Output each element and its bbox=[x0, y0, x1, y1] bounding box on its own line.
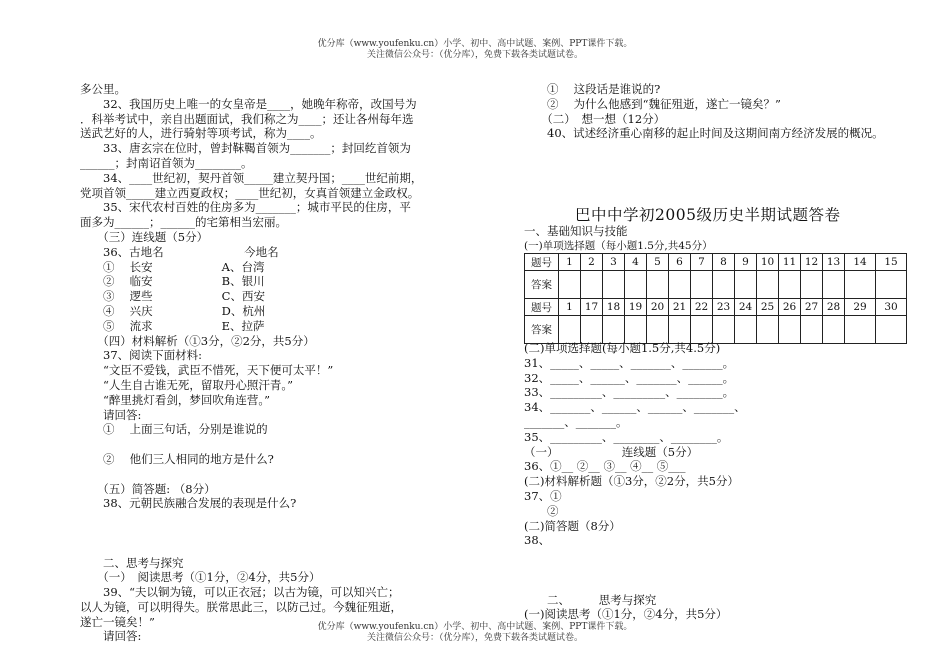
left-column-questions bbox=[80, 82, 422, 644]
text-line: 34、_______、______、______、_______、 bbox=[524, 400, 746, 415]
text-line: ② 他们三人相同的地方是什么? bbox=[80, 451, 274, 466]
text-line: “文臣不爱钱，武臣不惜死，天下便可太平！” bbox=[80, 363, 334, 378]
answer-cell[interactable] bbox=[735, 271, 757, 299]
text-line: ① 长安 A、台湾 bbox=[80, 259, 265, 274]
text-line: 38、元朝民族融合发展的表现是什么? bbox=[80, 496, 297, 511]
text-line: 36、古地名 今地名 bbox=[80, 244, 279, 259]
question-number: 10 bbox=[757, 254, 779, 271]
answer-cell[interactable] bbox=[757, 316, 779, 344]
text-line: 40、试述经济重心南移的起止时间及这期间南方经济发展的概况。 bbox=[524, 126, 884, 141]
text-line: 二、思考与探究 bbox=[80, 555, 184, 570]
question-number: 6 bbox=[669, 254, 691, 271]
text-line bbox=[524, 548, 746, 563]
text-line: 35、宋代农村百姓的住房多为_______；城市平民的住房，平 bbox=[80, 200, 411, 215]
table-caption: (一)单项选择题（每小题1.5分,共45分） bbox=[524, 239, 713, 252]
question-number: 1 bbox=[559, 254, 581, 271]
text-line: 以人为镜，可以明得失。朕常思此三，以防己过。今魏征殂逝， bbox=[80, 599, 402, 614]
text-line bbox=[524, 578, 746, 593]
text-line: 38、 bbox=[524, 533, 551, 548]
answer-cell[interactable] bbox=[801, 271, 823, 299]
row-label: 答案 bbox=[525, 271, 559, 299]
answer-cell[interactable] bbox=[823, 271, 845, 299]
text-line: ① 这段话是谁说的? bbox=[524, 82, 661, 96]
text-line: 37、① bbox=[524, 488, 562, 503]
question-number: 26 bbox=[779, 299, 801, 316]
answer-cell[interactable] bbox=[779, 271, 801, 299]
text-line: （二） 想一想（12分） bbox=[524, 111, 666, 126]
text-line: ① 上面三句话，分别是谁说的 bbox=[80, 422, 268, 437]
answer-cell[interactable] bbox=[691, 271, 713, 299]
text-line: ④ 兴庆 D、杭州 bbox=[80, 303, 266, 318]
text-line: （四）材料解析（①3分，②2分，共5分） bbox=[80, 333, 315, 348]
table-row bbox=[525, 254, 907, 271]
question-number: 12 bbox=[801, 254, 823, 271]
row-label: 答案 bbox=[525, 316, 559, 344]
question-number: 20 bbox=[647, 299, 669, 316]
text-line: “人生自古谁无死，留取丹心照汗青。” bbox=[80, 377, 294, 392]
question-number: 21 bbox=[669, 299, 691, 316]
question-number: 18 bbox=[603, 299, 625, 316]
answer-cell[interactable] bbox=[801, 316, 823, 344]
answer-cell[interactable] bbox=[625, 316, 647, 344]
text-line: ③ 逻些 C、西安 bbox=[80, 289, 265, 304]
text-line bbox=[80, 437, 422, 452]
row-label: 题号 bbox=[525, 254, 559, 271]
answer-cell[interactable] bbox=[779, 316, 801, 344]
answer-cell[interactable] bbox=[691, 316, 713, 344]
answer-sheet-body bbox=[524, 341, 746, 622]
answer-cell[interactable] bbox=[603, 271, 625, 299]
text-line: ______；封南诏首领为________。 bbox=[80, 155, 253, 170]
answer-cell[interactable] bbox=[625, 271, 647, 299]
answer-cell[interactable] bbox=[581, 271, 603, 299]
text-line bbox=[80, 467, 422, 482]
text-line: 多公里。 bbox=[80, 82, 126, 96]
answer-cell[interactable] bbox=[845, 316, 876, 344]
text-line: (一)阅读思考（①1分，②4分，共5分） bbox=[524, 607, 728, 622]
text-line: 37、阅读下面材料: bbox=[80, 348, 203, 363]
question-number: 9 bbox=[735, 254, 757, 271]
text-line: 34、____世纪初，契丹首领_____建立契丹国；____世纪前期， bbox=[80, 170, 423, 185]
text-line bbox=[524, 563, 746, 578]
question-number: 27 bbox=[801, 299, 823, 316]
text-line: 请回答: bbox=[80, 629, 142, 644]
answer-cell[interactable] bbox=[876, 271, 907, 299]
text-line: 39、“夫以铜为镜，可以正衣冠；以古为镜，可以知兴亡； bbox=[80, 585, 400, 600]
text-line bbox=[80, 526, 422, 541]
answer-cell[interactable] bbox=[823, 316, 845, 344]
text-line: （三）连线题（5分） bbox=[80, 229, 209, 244]
text-line: 面多为______；______的宅第相当宏丽。 bbox=[80, 215, 287, 230]
text-line: ② 临安 B、银川 bbox=[80, 274, 265, 289]
question-number: 25 bbox=[757, 299, 779, 316]
question-number: 14 bbox=[845, 254, 876, 271]
text-line: 二、 思考与探究 bbox=[524, 592, 657, 607]
answer-cell[interactable] bbox=[669, 316, 691, 344]
answer-cell[interactable] bbox=[713, 316, 735, 344]
text-line: 35、_________、________、________。 bbox=[524, 429, 729, 444]
text-line: （一） 阅读思考（①1分，②4分，共5分） bbox=[80, 570, 321, 585]
question-number: 19 bbox=[625, 299, 647, 316]
answer-cell[interactable] bbox=[581, 316, 603, 344]
text-line: _______、_______。 bbox=[524, 414, 628, 429]
question-number: 5 bbox=[647, 254, 669, 271]
text-line: ．科举考试中，亲自出题面试，我们称之为____；还让各州每年选 bbox=[80, 111, 414, 126]
text-line: (二)材料解析题（①3分，②2分，共5分） bbox=[524, 474, 739, 489]
question-number: 2 bbox=[581, 254, 603, 271]
answer-cell[interactable] bbox=[876, 316, 907, 344]
header-line-2: 关注微信公众号：（优分库），免费下载各类试题试卷。 bbox=[366, 50, 583, 60]
section-basic-knowledge bbox=[524, 224, 713, 254]
row-label: 题号 bbox=[525, 299, 559, 316]
answer-cell[interactable] bbox=[603, 316, 625, 344]
right-column-questions bbox=[524, 82, 884, 141]
text-line: 送武艺好的人，进行骑射等项考试，称为____。 bbox=[80, 126, 322, 141]
text-line: （一） 连线题（5分） bbox=[524, 444, 699, 459]
text-line: ⑤ 流求 E、拉萨 bbox=[80, 318, 265, 333]
question-number: 1 bbox=[559, 299, 581, 316]
answer-cell[interactable] bbox=[757, 271, 779, 299]
question-number: 28 bbox=[823, 299, 845, 316]
text-line: ② bbox=[524, 503, 559, 518]
text-line: ② 为什么他感到“魏征殂逝，遂亡一镜矣？” bbox=[524, 96, 781, 111]
answer-cell[interactable] bbox=[713, 271, 735, 299]
text-line: (二)简答题（8分） bbox=[524, 518, 621, 533]
question-number: 29 bbox=[845, 299, 876, 316]
text-line: 31、_____、_____、_______、_______。 bbox=[524, 355, 735, 370]
question-number: 22 bbox=[691, 299, 713, 316]
section1-heading: 一、基础知识与技能 bbox=[524, 224, 628, 238]
answer-cell[interactable] bbox=[669, 271, 691, 299]
question-number: 30 bbox=[876, 299, 907, 316]
answer-table bbox=[524, 253, 907, 344]
answer-cell[interactable] bbox=[559, 316, 581, 344]
question-number: 23 bbox=[713, 299, 735, 316]
question-number: 11 bbox=[779, 254, 801, 271]
question-number: 4 bbox=[625, 254, 647, 271]
question-number: 15 bbox=[876, 254, 907, 271]
text-line: “醉里挑灯看剑，梦回吹角连营。” bbox=[80, 392, 271, 407]
text-line: 33、_________、_________、________。 bbox=[524, 385, 735, 400]
text-line: （五）简答题: （8分） bbox=[80, 481, 216, 496]
table-row bbox=[525, 271, 907, 299]
text-line: 36、①__ ②__ ③__ ④__ ⑤___ bbox=[524, 459, 686, 474]
text-line bbox=[80, 541, 422, 556]
answer-cell[interactable] bbox=[559, 271, 581, 299]
question-number: 17 bbox=[581, 299, 603, 316]
answer-cell[interactable] bbox=[845, 271, 876, 299]
answer-grid bbox=[524, 253, 907, 344]
footer-line-2: 关注微信公众号：（优分库），免费下载各类试题试卷。 bbox=[366, 633, 583, 643]
footer-line-1: 优分库（www.youfenku.cn）小学、初中、高中试题、案例、PPT课件下载。 bbox=[317, 622, 633, 632]
top-watermark-header bbox=[0, 39, 950, 61]
answer-cell[interactable] bbox=[647, 271, 669, 299]
question-number: 24 bbox=[735, 299, 757, 316]
text-line: 党项首领_____建立西夏政权；____世纪初，女真首领建立金政权。 bbox=[80, 185, 420, 200]
text-line bbox=[80, 511, 422, 526]
text-line: 32、我国历史上唯一的女皇帝是____，她晚年称帝，改国号为 bbox=[80, 96, 417, 111]
question-number: 8 bbox=[713, 254, 735, 271]
question-number: 13 bbox=[823, 254, 845, 271]
text-line: 请回答: bbox=[80, 407, 142, 422]
text-line: 遂亡一镜矣！” bbox=[80, 614, 155, 629]
table-row bbox=[525, 316, 907, 344]
answer-cell[interactable] bbox=[735, 316, 757, 344]
table-row bbox=[525, 299, 907, 316]
bottom-watermark-footer bbox=[0, 622, 950, 644]
text-line: 33、唐玄宗在位时，曾封靺鞨首领为_______；封回纥首领为 bbox=[80, 141, 411, 156]
question-number: 3 bbox=[603, 254, 625, 271]
answer-sheet-title: 巴中中学初2005级历史半期试题答卷 bbox=[575, 206, 841, 224]
text-line: 32、_____、______、_______、______。 bbox=[524, 370, 735, 385]
header-line-1: 优分库（www.youfenku.cn）小学、初中、高中试题、案例、PPT课件下载。 bbox=[317, 39, 633, 49]
question-number: 7 bbox=[691, 254, 713, 271]
answer-cell[interactable] bbox=[647, 316, 669, 344]
text-line: (二)单项选择题(每小题1.5分,共4.5分) bbox=[524, 341, 721, 355]
